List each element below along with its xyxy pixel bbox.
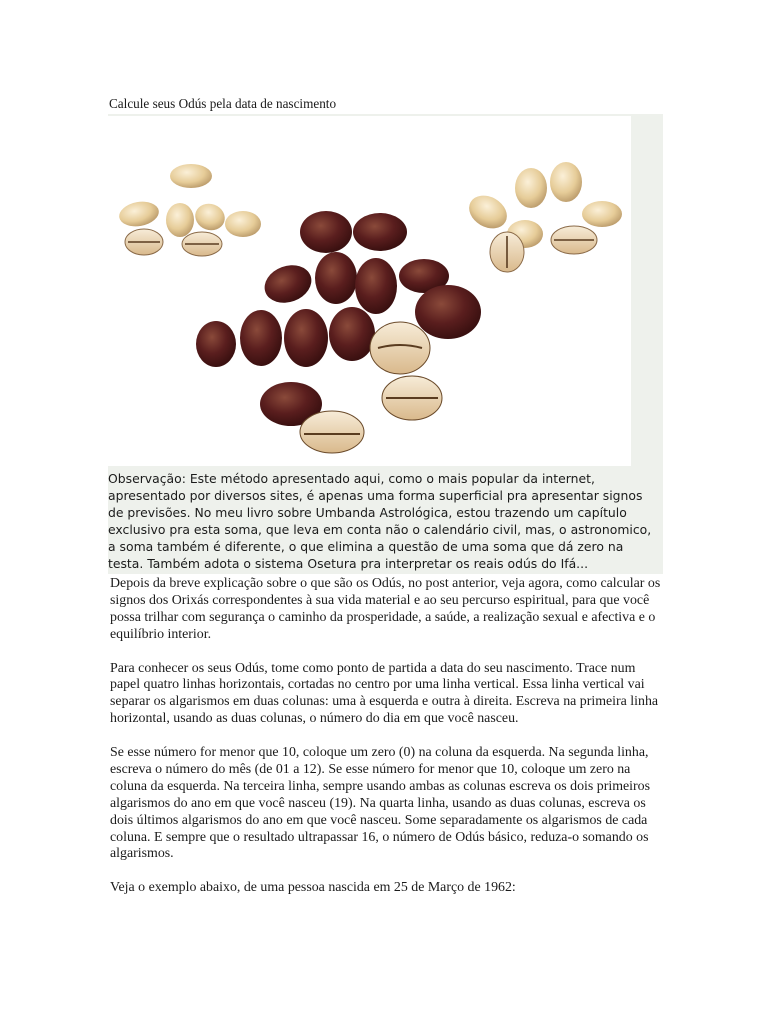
- paragraph: Depois da breve explicação sobre o que são os Odús, no post anterior, veja agora, como calcular os signos dos Orixás correspondentes à sua vida material e ao seu percurso espiritual, para que você possa trilhar com segurança o caminho da prosperidade, a saúde, a realização sexual e afectiva e o equilíbrio interior.: [110, 576, 661, 642]
- paragraph: Se esse número for menor que 10, coloque um zero (0) na coluna da esquerda. Na segunda linha, escreva o número do mês (de 01 a 12). Se esse número for menor que 10, coloque um zero na coluna da esquerda. Na terceira linha, sempre usando ambas as colunas escreva os dois primeiros algarismos do ano em que você nasceu (19). Na quarta linha, usando as duas colunas, escreva os dois últimos algarismos do ano em que você nasceu. Some separadamente os algarismos de cada coluna. E sempre que o resultado ultrapassar 16, o número de Odús básico, reduza-o somando os algarismos.: [110, 745, 650, 862]
- observation-note: Observação: Este método apresentado aqui, como o mais popular da internet, apresentado por diversos sites, é apenas uma forma superficial pra apresentar signos de previsões. No meu livro sobre Umbanda Astrológica, estou trazendo um capítulo exclusivo pra esta soma, que leva em conta não o calendário civil, mas, o astronomico, a soma também é diferente, o que elimina a questão de uma soma que dá zero na testa. Também adota o sistema Osetura pra interpretar os reais odús do Ifá...: [108, 471, 652, 571]
- cowrie-shells-photo: [108, 116, 631, 466]
- right-shell-cluster: [463, 162, 622, 272]
- paragraph: Para conhecer os seus Odús, tome como ponto de partida a data do seu nascimento. Trace num papel quatro linhas horizontais, cortadas no centro por uma linha vertical. Essa linha vertical vai separar os algarismos em duas colunas: uma à esquerda e outra à direita. Escreva na primeira linha horizontal, usando as duas colunas, o número do dia em que você nasceu.: [110, 660, 659, 727]
- page-title: Calcule seus Odús pela data de nascimento: [109, 96, 337, 111]
- center-shell-cluster: [196, 211, 481, 453]
- article-body: [110, 576, 665, 914]
- left-shell-cluster: [117, 164, 261, 256]
- image-frame: [108, 114, 663, 574]
- paragraph: Veja o exemplo abaixo, de uma pessoa nascida em 25 de Março de 1962:: [110, 880, 516, 896]
